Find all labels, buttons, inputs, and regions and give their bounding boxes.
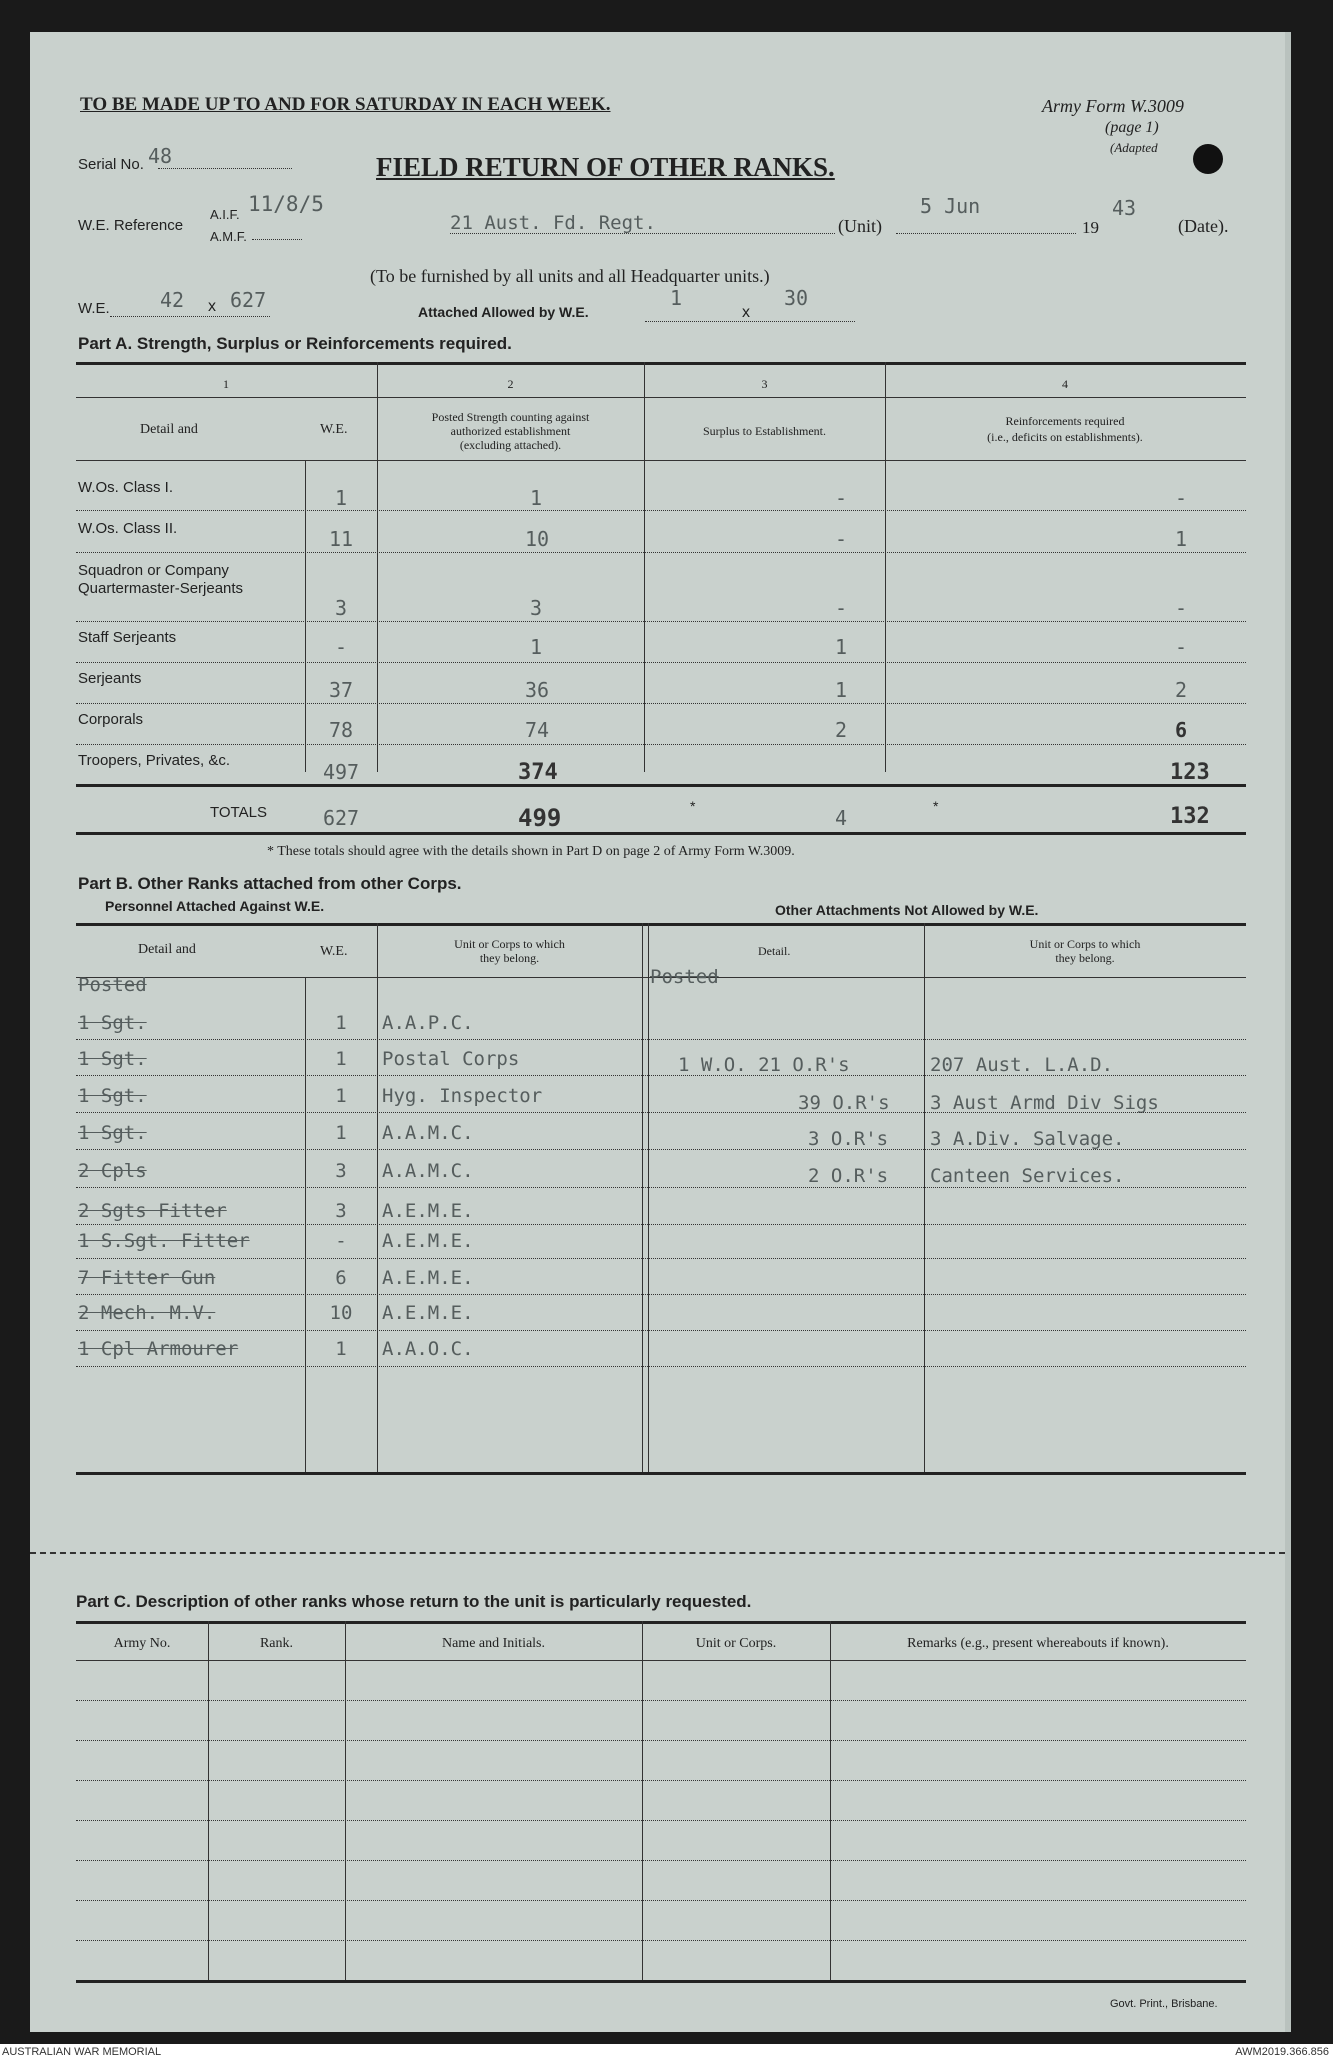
b-left-detail: 1 Sgt. bbox=[78, 1048, 147, 1070]
row-we: - bbox=[334, 635, 348, 659]
b-left-we: 1 bbox=[335, 1338, 347, 1360]
date-line bbox=[896, 233, 1076, 234]
row-reinf: 2 bbox=[1175, 678, 1188, 702]
row-we: 37 bbox=[328, 678, 354, 702]
row-posted: 1 bbox=[530, 635, 543, 659]
row-surplus: 1 bbox=[835, 635, 848, 659]
b-right-detail: 39 O.R's bbox=[798, 1092, 890, 1114]
b-left-unit: A.A.O.C. bbox=[382, 1338, 474, 1360]
b-left-we: 1 bbox=[335, 1048, 347, 1070]
b-row-rule bbox=[76, 1112, 1246, 1113]
b-left-detail: 1 S.Sgt. Fitter bbox=[78, 1230, 250, 1252]
b-col-unit-2: they belong. bbox=[479, 951, 540, 965]
b-left-unit: A.E.M.E. bbox=[382, 1200, 474, 1222]
row-label: Staff Serjeants bbox=[78, 629, 177, 646]
aif-value: 11/8/5 bbox=[248, 192, 324, 216]
row-rule bbox=[76, 703, 1246, 704]
c-col-name: Name and Initials. bbox=[441, 1636, 546, 1651]
c-row-rule bbox=[76, 1940, 1246, 1941]
b-left-unit: A.A.M.C. bbox=[382, 1160, 474, 1182]
totals-surplus: 4 bbox=[835, 806, 848, 830]
row-reinf: 1 bbox=[1175, 527, 1188, 551]
col-num-2: 2 bbox=[507, 377, 514, 391]
part-c-bottom-rule bbox=[76, 1980, 1246, 1983]
b-left-we: 1 bbox=[335, 1122, 347, 1144]
c-col-rank: Rank. bbox=[259, 1636, 294, 1651]
b-row-rule bbox=[76, 1224, 1246, 1225]
row-label-2: Quartermaster-Serjeants bbox=[78, 580, 244, 597]
b-left-unit: A.A.P.C. bbox=[382, 1012, 474, 1034]
part-a-header-rule bbox=[76, 460, 1246, 461]
row-posted: 36 bbox=[525, 678, 550, 702]
row-reinf: 6 bbox=[1175, 718, 1188, 742]
archive-footer bbox=[0, 2044, 1333, 2061]
b-left-detail: 2 Cpls bbox=[78, 1160, 147, 1182]
b-left-unit: A.E.M.E. bbox=[382, 1302, 474, 1324]
b-left-detail: 7 Fitter Gun bbox=[78, 1267, 216, 1289]
b-right-detail: 3 O.R's bbox=[808, 1128, 889, 1150]
col-num-3: 3 bbox=[761, 377, 768, 391]
c-col-remarks: Remarks (e.g., present whereabouts if known). bbox=[907, 1636, 1169, 1651]
b-left-detail: 2 Sgts Fitter bbox=[78, 1200, 227, 1222]
b-col-unit-1: Unit or Corps to which bbox=[454, 937, 565, 951]
part-c-header-rule bbox=[76, 1660, 1246, 1661]
row-posted: 3 bbox=[530, 596, 543, 620]
totals-footnote: * These totals should agree with the details shown in Part D on page 2 of Army Form W.3009. bbox=[267, 844, 795, 859]
row-we: 1 bbox=[334, 486, 348, 510]
b-col-unit-r2: they belong. bbox=[1055, 951, 1115, 965]
b-left-unit: A.A.M.C. bbox=[382, 1122, 474, 1144]
attached-value-b: 30 bbox=[784, 286, 809, 310]
instruction-heading: TO BE MADE UP TO AND FOR SATURDAY IN EACH WEEK. bbox=[80, 94, 611, 115]
b-left-detail: 1 Sgt. bbox=[78, 1012, 147, 1034]
footer-right: AWM2019.366.856 bbox=[1235, 2046, 1329, 2058]
adapted-note: (Adapted bbox=[1110, 140, 1158, 155]
part-c-vline-3 bbox=[642, 1621, 643, 1981]
we-value-b: 627 bbox=[230, 288, 267, 312]
attached-label: Attached Allowed by W.E. bbox=[418, 304, 589, 320]
row-surplus: - bbox=[835, 596, 848, 620]
part-b-top-rule bbox=[76, 923, 1246, 926]
b-row-rule bbox=[76, 1075, 1246, 1076]
c-row-rule bbox=[76, 1700, 1246, 1701]
b-right-unit: Canteen Services. bbox=[930, 1165, 1125, 1187]
b-row-rule bbox=[76, 1366, 1246, 1367]
row-we: 78 bbox=[328, 718, 354, 742]
footer-left: AUSTRALIAN WAR MEMORIAL bbox=[2, 2046, 162, 2058]
c-col-army-no: Army No. bbox=[113, 1636, 171, 1651]
b-left-we: 6 bbox=[335, 1267, 347, 1289]
col-header-detail: Detail and bbox=[140, 422, 198, 437]
date-day: 5 Jun bbox=[920, 194, 981, 218]
part-b-vline-2 bbox=[642, 923, 643, 1473]
b-right-unit: 3 Aust Armd Div Sigs bbox=[930, 1092, 1159, 1114]
row-reinf: - bbox=[1175, 635, 1188, 659]
b-left-we: 10 bbox=[329, 1302, 353, 1324]
part-a-colnum-rule bbox=[76, 397, 1246, 398]
part-b-vline-1 bbox=[377, 923, 378, 1473]
row-we: 3 bbox=[334, 596, 348, 620]
c-row-rule bbox=[76, 1860, 1246, 1861]
totals-label: TOTALS bbox=[210, 804, 267, 821]
row-we: 497 bbox=[322, 760, 360, 784]
b-right-unit: 3 A.Div. Salvage. bbox=[930, 1128, 1125, 1150]
serial-value: 48 bbox=[148, 144, 173, 168]
totals-rule bbox=[76, 784, 1246, 787]
unit-value: 21 Aust. Fd. Regt. bbox=[450, 212, 656, 234]
b-left-we: 1 bbox=[335, 1012, 347, 1034]
b-left-unit: Postal Corps bbox=[382, 1048, 520, 1070]
row-rule bbox=[76, 510, 1246, 511]
col-num-1: 1 bbox=[223, 377, 229, 391]
b-right-detail: 1 W.O. 21 O.R's bbox=[678, 1054, 850, 1076]
row-label: Serjeants bbox=[78, 670, 142, 687]
part-c-vline-2 bbox=[345, 1621, 346, 1981]
we-reference-label: W.E. Reference bbox=[78, 217, 184, 234]
serial-line bbox=[158, 168, 292, 169]
b-row-rule bbox=[76, 1149, 1246, 1150]
row-posted: 10 bbox=[525, 527, 550, 551]
col-header-surplus: Surplus to Establishment. bbox=[703, 424, 826, 438]
row-surplus: 1 bbox=[835, 678, 848, 702]
totals-reinf: 132 bbox=[1170, 804, 1210, 829]
posted-left: Posted bbox=[78, 974, 147, 996]
amf-label: A.M.F. bbox=[210, 229, 247, 244]
b-col-unit-r1: Unit or Corps to which bbox=[1029, 937, 1141, 951]
part-b-title: Part B. Other Ranks attached from other Corps. bbox=[78, 874, 462, 893]
col-header-posted-2: authorized establishment bbox=[450, 424, 571, 438]
part-c-top-rule bbox=[76, 1621, 1246, 1624]
totals-we: 627 bbox=[322, 806, 360, 830]
row-rule bbox=[76, 662, 1246, 663]
row-surplus: - bbox=[835, 527, 848, 551]
b-left-detail: 2 Mech. M.V. bbox=[78, 1302, 216, 1324]
row-rule bbox=[76, 744, 1246, 745]
row-rule bbox=[76, 621, 1246, 622]
year-value: 43 bbox=[1112, 196, 1137, 220]
totals-star-a: * bbox=[690, 798, 696, 814]
part-b-bottom-rule bbox=[76, 1472, 1246, 1475]
row-label: Squadron or Company bbox=[78, 562, 229, 579]
totals-posted: 499 bbox=[518, 804, 562, 832]
year-prefix: 19 bbox=[1082, 218, 1099, 237]
b-col-we: W.E. bbox=[320, 944, 348, 959]
serial-label: Serial No. bbox=[78, 156, 144, 173]
totals-star-b: * bbox=[933, 798, 939, 814]
part-b-left-sub: Personnel Attached Against W.E. bbox=[105, 898, 325, 914]
part-a-top-rule bbox=[76, 362, 1246, 365]
col-header-posted-3: (excluding attached). bbox=[459, 438, 562, 452]
b-row-rule bbox=[76, 1294, 1246, 1295]
c-row-rule bbox=[76, 1900, 1246, 1901]
b-row-rule bbox=[76, 1187, 1246, 1188]
punch-hole bbox=[1193, 144, 1223, 174]
row-reinf: - bbox=[1175, 486, 1188, 510]
b-left-unit: A.E.M.E. bbox=[382, 1230, 474, 1252]
col-header-we: W.E. bbox=[320, 422, 348, 437]
furnished-note: (To be furnished by all units and all Headquarter units.) bbox=[370, 266, 770, 286]
b-left-detail: 1 Cpl Armourer bbox=[78, 1338, 239, 1360]
row-rule bbox=[76, 552, 1246, 553]
b-left-unit: A.E.M.E. bbox=[382, 1267, 474, 1289]
part-c-vline-4 bbox=[830, 1621, 831, 1981]
row-surplus: - bbox=[835, 486, 848, 510]
col-num-4: 4 bbox=[1062, 377, 1068, 391]
attached-line bbox=[645, 321, 855, 322]
row-label: W.Os. Class II. bbox=[78, 520, 178, 537]
tear-line bbox=[30, 1552, 1285, 1554]
part-b-vline-3 bbox=[924, 923, 925, 1473]
amf-line bbox=[252, 239, 302, 240]
we-x: x bbox=[208, 298, 216, 315]
date-label: (Date). bbox=[1178, 216, 1229, 236]
part-b-vline-2b bbox=[648, 923, 649, 1473]
row-label: Corporals bbox=[78, 711, 144, 728]
b-row-rule bbox=[76, 1258, 1246, 1259]
row-label: W.Os. Class I. bbox=[78, 479, 174, 496]
b-left-detail: 1 Sgt. bbox=[78, 1085, 147, 1107]
col-header-reinf-1: Reinforcements required bbox=[1005, 414, 1125, 428]
posted-right: Posted bbox=[650, 966, 719, 988]
row-reinf: 123 bbox=[1170, 760, 1210, 785]
part-b-right-sub: Other Attachments Not Allowed by W.E. bbox=[775, 902, 1039, 918]
b-right-detail: 2 O.R's bbox=[808, 1165, 889, 1187]
totals-bottom-rule bbox=[76, 832, 1246, 835]
printer-note: Govt. Print., Brisbane. bbox=[1110, 1998, 1218, 2010]
c-col-unit: Unit or Corps. bbox=[695, 1636, 777, 1651]
page-title: FIELD RETURN OF OTHER RANKS. bbox=[376, 152, 835, 182]
col-header-posted-1: Posted Strength counting against bbox=[431, 410, 590, 424]
form-sheet bbox=[30, 32, 1291, 2032]
b-row-rule bbox=[76, 1330, 1246, 1331]
row-we: 11 bbox=[328, 527, 354, 551]
unit-line bbox=[450, 233, 835, 234]
row-posted: 74 bbox=[525, 718, 550, 742]
part-a-title: Part A. Strength, Surplus or Reinforcements required. bbox=[78, 334, 512, 353]
we-line bbox=[110, 316, 270, 317]
c-row-rule bbox=[76, 1740, 1246, 1741]
attached-x: x bbox=[742, 304, 750, 321]
row-reinf: - bbox=[1175, 596, 1188, 620]
row-surplus: 2 bbox=[835, 718, 848, 742]
part-c-vline-1 bbox=[208, 1621, 209, 1981]
c-row-rule bbox=[76, 1820, 1246, 1821]
b-left-detail: 1 Sgt. bbox=[78, 1122, 147, 1144]
c-row-rule bbox=[76, 1780, 1246, 1781]
form-id: Army Form W.3009 bbox=[1042, 96, 1184, 116]
b-row-rule bbox=[76, 1039, 1246, 1040]
aif-label: A.I.F. bbox=[210, 207, 240, 222]
row-posted: 374 bbox=[518, 760, 558, 785]
b-left-we: 1 bbox=[335, 1085, 347, 1107]
unit-label: (Unit) bbox=[838, 216, 882, 236]
we-label: W.E. bbox=[78, 300, 110, 317]
attached-value-a: 1 bbox=[670, 286, 683, 310]
row-posted: 1 bbox=[530, 486, 543, 510]
row-label: Troopers, Privates, &c. bbox=[78, 752, 230, 769]
col-header-reinf-2: (i.e., deficits on establishments). bbox=[987, 430, 1143, 444]
b-left-unit: Hyg. Inspector bbox=[382, 1085, 543, 1107]
b-col-detail: Detail and bbox=[138, 942, 196, 957]
page-number: (page 1) bbox=[1105, 119, 1159, 136]
b-left-we: - bbox=[335, 1230, 347, 1252]
b-right-unit: 207 Aust. L.A.D. bbox=[930, 1054, 1114, 1076]
part-c-title: Part C. Description of other ranks whose return to the unit is particularly requested. bbox=[76, 1592, 752, 1611]
b-left-we: 3 bbox=[335, 1200, 347, 1222]
we-value-a: 42 bbox=[160, 288, 185, 312]
b-col-detail-r: Detail. bbox=[758, 944, 791, 958]
b-left-we: 3 bbox=[335, 1160, 347, 1182]
